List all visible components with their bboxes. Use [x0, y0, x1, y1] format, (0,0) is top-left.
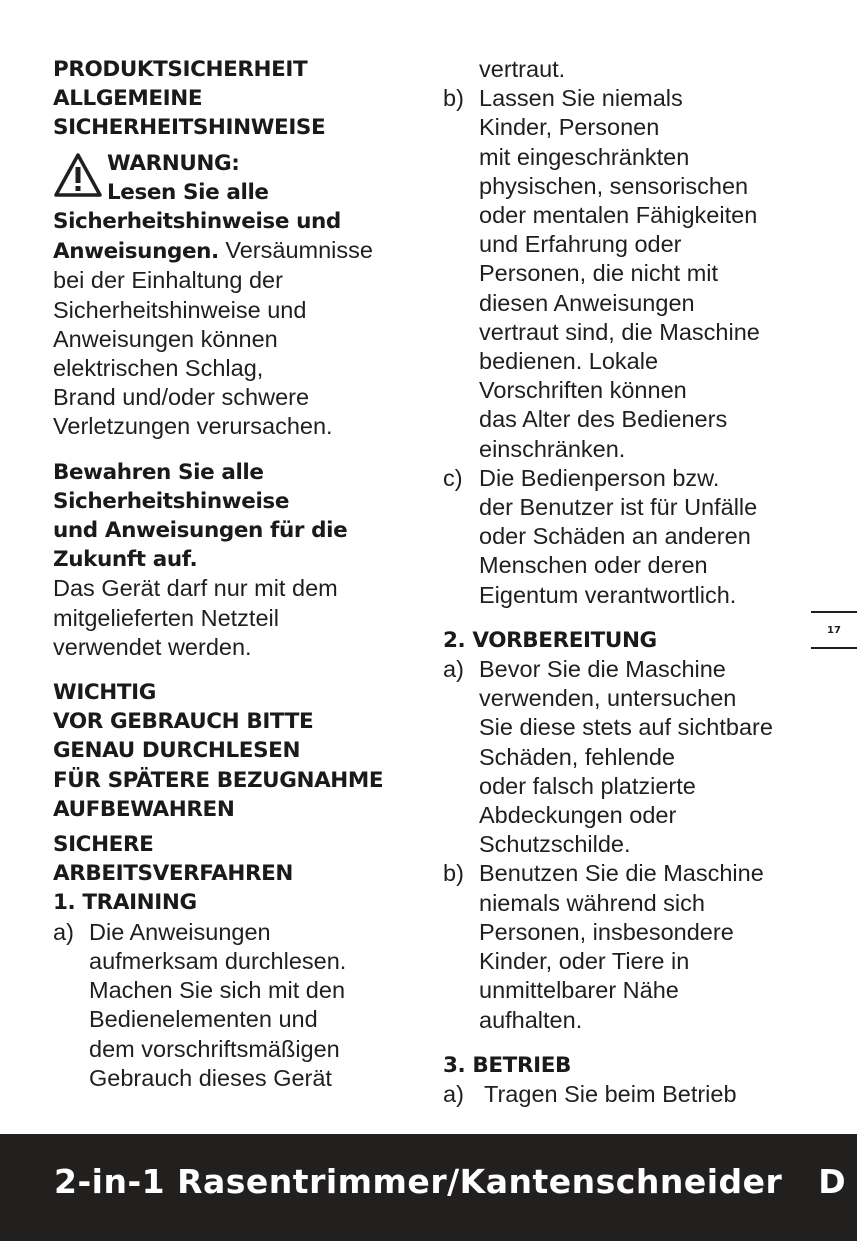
heading-preparation: 2. VORBEREITUNG: [443, 627, 657, 653]
text-line: Tragen Sie beim Betrieb: [484, 1080, 737, 1107]
warning-inline-text: Versäumnisse: [218, 237, 373, 264]
text-line: Personen, die nicht mit: [479, 260, 719, 287]
item-text: [89, 918, 413, 1093]
heading-safe-work: [53, 830, 413, 888]
warning-text-line: [53, 236, 413, 266]
text-line: oder mentalen Fähigkeiten: [479, 202, 758, 229]
text-line: Das Gerät darf nur mit dem: [53, 575, 338, 602]
text-line: Eigentum verantwortlich.: [479, 581, 737, 608]
item-text: [484, 1080, 808, 1109]
text-line: Sicherheitshinweise: [53, 488, 289, 514]
text-line: oder Schäden an anderen: [479, 523, 751, 550]
warning-bold-word: Anweisungen.: [53, 239, 219, 265]
heading-line: SICHERHEITSHINWEISE: [53, 115, 326, 141]
text-line: verwendet werden.: [53, 633, 252, 660]
text-line: Brand und/oder schwere: [53, 384, 310, 411]
text-line: physischen, sensorischen: [479, 172, 749, 199]
item-text: [479, 859, 808, 1034]
item-label: b): [443, 85, 464, 112]
heading-operation: 3. BETRIEB: [443, 1052, 571, 1078]
text-line: Anweisungen können: [53, 325, 278, 352]
text-line: elektrischen Schlag,: [53, 355, 264, 382]
heading-line: PRODUKTSICHERHEIT: [53, 57, 308, 82]
training-item-a: [53, 918, 413, 1093]
text-line: Schäden, fehlende: [479, 743, 675, 770]
language-code: D: [818, 1162, 847, 1201]
text-line: mit eingeschränkten: [479, 143, 690, 170]
text-line: oder falsch platzierte: [479, 772, 696, 799]
text-line: Gebrauch dieses Gerät: [89, 1064, 332, 1091]
text-line: vertraut sind, die Maschine: [479, 318, 760, 345]
text-line: Bewahren Sie alle: [53, 459, 264, 485]
text-line: unmittelbarer Nähe: [479, 977, 679, 1004]
footer-bar: [0, 1134, 857, 1241]
text-line: bei der Einhaltung der: [53, 267, 283, 294]
item-label: c): [443, 464, 463, 491]
preparation-item-b: [443, 859, 808, 1034]
item-label: a): [443, 1080, 464, 1107]
keep-instructions: [53, 458, 413, 575]
text-line: Schutzschilde.: [479, 831, 631, 858]
adapter-note: [53, 574, 413, 662]
warning-text: [53, 266, 413, 441]
item-label: b): [443, 860, 464, 887]
heading-line: SICHERE: [53, 832, 154, 858]
text-line: Personen, insbesondere: [479, 918, 734, 945]
item-text: [479, 464, 808, 610]
warning-bold-line: Sicherheitshinweise und: [53, 209, 341, 235]
text-line: einschränken.: [479, 435, 626, 462]
text-line: Vorschriften können: [479, 377, 687, 404]
text-line: Kinder, Personen: [479, 114, 660, 141]
text-line: und Anweisungen für die: [53, 518, 348, 544]
text-line: bedienen. Lokale: [479, 348, 659, 375]
heading-line: VOR GEBRAUCH BITTE: [53, 709, 314, 735]
item-text: [479, 655, 808, 859]
training-item-c: [443, 464, 808, 610]
text-line: aufmerksam durchlesen.: [89, 947, 347, 974]
heading-training: 1. TRAINING: [53, 890, 197, 916]
text-line: Verletzungen verursachen.: [53, 413, 333, 440]
warning-bold-line: Lesen Sie alle: [107, 179, 269, 205]
text-line: Kinder, oder Tiere in: [479, 948, 690, 975]
heading-line: AUFBEWAHREN: [53, 796, 235, 822]
text-line: mitgelieferten Netzteil: [53, 604, 279, 631]
text-line: Die Anweisungen: [89, 918, 271, 945]
heading-important: [53, 678, 413, 824]
warning-label: WARNUNG:: [107, 150, 240, 176]
left-column: [53, 55, 413, 1093]
text-line: Benutzen Sie die Maschine: [479, 860, 764, 887]
product-title: 2-in-1 Rasentrimmer/Kantenschneider: [54, 1162, 783, 1201]
item-text: [479, 84, 808, 464]
heading-line: ALLGEMEINE: [53, 86, 203, 112]
heading-line: ARBEITSVERFAHREN: [53, 861, 293, 887]
right-column: [443, 55, 808, 1109]
text-line: dem vorschriftsmäßigen: [89, 1035, 340, 1062]
text-line: Lassen Sie niemals: [479, 85, 683, 112]
text-line: diesen Anweisungen: [479, 289, 695, 316]
text-line: Machen Sie sich mit den: [89, 977, 346, 1004]
continued-text: vertraut.: [479, 56, 566, 82]
heading-line: GENAU DURCHLESEN: [53, 738, 301, 764]
text-line: Menschen oder deren: [479, 552, 708, 579]
text-line: Zukunft auf.: [53, 547, 198, 573]
warning-block: [53, 149, 413, 207]
text-line: Abdeckungen oder: [479, 802, 677, 829]
operation-item-a: [443, 1080, 808, 1109]
warning-triangle-icon: [53, 152, 103, 198]
preparation-item-a: [443, 655, 808, 859]
text-line: Die Bedienperson bzw.: [479, 464, 720, 491]
text-line: der Benutzer ist für Unfälle: [479, 494, 758, 521]
text-line: das Alter des Bedieners: [479, 406, 728, 433]
text-line: niemals während sich: [479, 889, 705, 916]
item-label: a): [53, 918, 74, 945]
page-number: 17: [811, 611, 857, 649]
text-line: Bedienelementen und: [89, 1006, 318, 1033]
text-line: und Erfahrung oder: [479, 231, 682, 258]
footer-title: [54, 1162, 846, 1201]
training-item-b: [443, 84, 808, 464]
text-line: Bevor Sie die Maschine: [479, 656, 726, 683]
heading-line: FÜR SPÄTERE BEZUGNAHME: [53, 767, 384, 793]
text-line: Sie diese stets auf sichtbare: [479, 714, 773, 741]
text-line: aufhalten.: [479, 1006, 583, 1033]
item-label: a): [443, 656, 464, 683]
heading-product-safety: [53, 55, 413, 143]
text-line: verwenden, untersuchen: [479, 685, 737, 712]
heading-line: WICHTIG: [53, 680, 156, 706]
text-line: Sicherheitshinweise und: [53, 296, 307, 323]
